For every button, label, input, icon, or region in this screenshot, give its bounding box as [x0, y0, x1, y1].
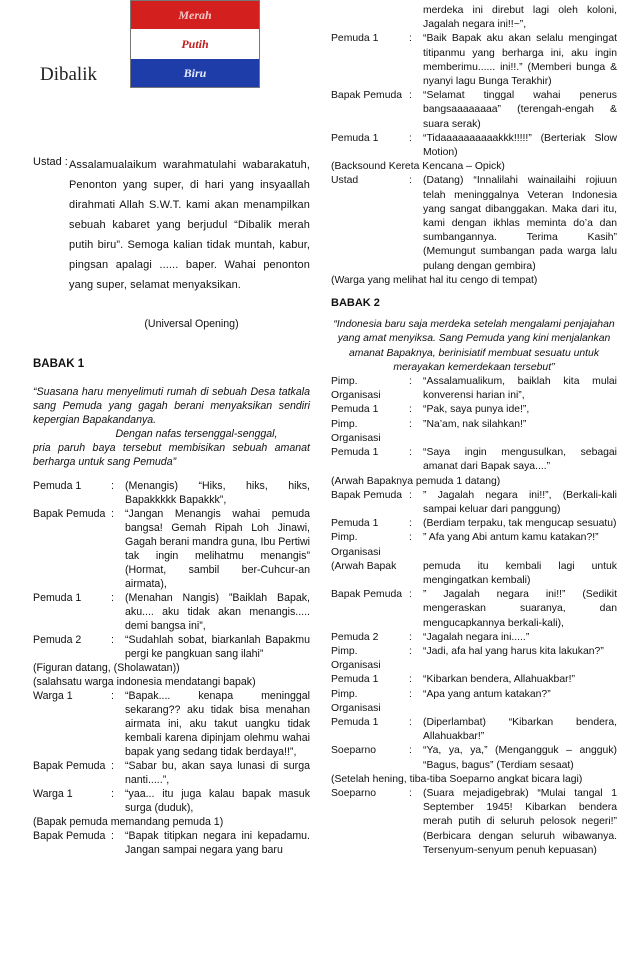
line-text: “Saya ingin mengusulkan, sebagai amanat dari Bapak saya....”	[423, 447, 617, 473]
ustad-text: Assalamualaikum warahmatulahi wabarakatuh, Penonton yang super, di hari yang insyaallah dirahmati Allah S.W.T. kami akan menampilkan sebuah kabaret yang berjudul “Dibalik merah putih biru”. Semoga kalian tidak muntah, kabur, pingsan apalagi ...... baper. Wahai penonton yang super, selamat menyaksikan.	[69, 159, 310, 291]
line-text: ”Na’am, nak silahkan!”	[423, 418, 527, 430]
dialog-line	[331, 588, 617, 631]
narration: “Indonesia baru saja merdeka setelah mengalami penjajahan yang amat menyiksa. Sang Pemuda yang kini menjalankan amanat Bapaknya, berinisiatif membuat sesuatu untuk merayakan kemerdekaan tersebut”	[333, 319, 615, 373]
speaker: Bapak Pemuda	[331, 90, 403, 102]
separator: :	[409, 376, 412, 388]
flag-band-white: Putih	[131, 29, 259, 59]
line-text: (Datang) “Innalilahi wainailaihi rojiuun telah meninggalnya Veteran Indonesia yang sangat dibanggakan. Maka dari itu, kami dengan ikhlas meminta do’a dan sumbangannya. Terima Kasih” (Memungut sumbangan pada warga lalu pulang dengan gembira)	[423, 175, 617, 272]
speaker: Pimp. Organisasi	[331, 418, 381, 444]
separator: :	[409, 447, 412, 459]
speaker: Soeparno	[331, 787, 377, 799]
dialog-line	[331, 631, 617, 645]
speaker: Pimp. Organisasi	[331, 532, 381, 558]
line-text: “Assalamualikum, baiklah kita mulai konverensi harian ini”,	[423, 376, 617, 402]
line-text: (Suara mejadigebrak) “Mulai tangal 1 September 1945! Kibarkan bendera merah putih di seluruh pelosok negeri!” (Berbicara dengan seluruh wibawanya. Tersenyum-senyum penuh kepuasan)	[423, 787, 617, 856]
speaker: Warga 1	[33, 690, 73, 702]
left-column	[33, 155, 310, 857]
line-text: “Ya, ya, ya,” (Mengangguk – angguk) “Bagus, bagus” (Terdiam sesaat)	[423, 745, 617, 771]
stage-direction: (Setelah hening, tiba-tiba Soeparno angkat bicara lagi)	[331, 773, 583, 785]
line-text: ” Afa yang Abi antum kamu katakan?!”	[423, 532, 599, 544]
dialog-line	[331, 489, 617, 517]
dialog-line	[33, 591, 310, 633]
universal-opening: (Universal Opening)	[144, 318, 239, 330]
dialog-line	[33, 479, 310, 507]
dialog-block-1	[33, 479, 310, 661]
stage-direction: (salahsatu warga indonesia mendatangi bapak)	[33, 676, 256, 688]
line-text: “Selamat tinggal wahai penerus bangsaaaaaaaa” (terengah-engah & suara serak)	[423, 90, 617, 130]
separator	[409, 560, 423, 588]
speaker: Pemuda 1	[331, 33, 379, 45]
line-text: ” Jagalah negara ini!!”, (Berkali-kali sampai keluar dari panggung)	[423, 489, 617, 515]
line-text: (Menangis) “Hiks, hiks, hiks, Bapakkkkk Bapakkk”,	[125, 480, 310, 506]
dialog-line	[331, 517, 617, 531]
speaker: (Arwah Bapak	[331, 560, 397, 572]
narration-line-3: pria paruh baya tersebut membisikan sebuah amanat berharga untuk sang Pemuda”	[33, 442, 310, 468]
dialog-line	[331, 89, 617, 132]
speaker: Pemuda 1	[33, 480, 82, 492]
flag-band-red: Merah	[131, 1, 259, 29]
dialog-line	[331, 375, 617, 403]
separator: :	[409, 404, 412, 416]
speaker: Ustad	[331, 175, 359, 187]
dialog-line	[331, 645, 617, 673]
dialog-line	[331, 787, 617, 858]
speaker: Bapak Pemuda	[33, 830, 106, 842]
separator: :	[409, 175, 412, 187]
babak-2-heading: BABAK 2	[331, 297, 380, 310]
dialog-line	[331, 132, 617, 160]
line-text: (Menahan Nangis) ”Baiklah Bapak, aku.... aku tidak akan menangis..... demi bangsa ini”,	[125, 592, 310, 632]
separator: :	[111, 634, 114, 646]
babak-1-heading: BABAK 1	[33, 358, 85, 370]
dialog-line	[33, 689, 310, 759]
line-text: “Sabar bu, akan saya lunasi di surga nanti.....”,	[125, 760, 310, 786]
stage-direction: (Bapak pemuda memandang pemuda 1)	[33, 816, 224, 828]
dialog-line	[331, 531, 617, 559]
flag-logo	[130, 0, 260, 88]
speaker: Pemuda 2	[331, 631, 379, 643]
dialog-line	[33, 829, 310, 857]
separator: :	[409, 33, 412, 45]
dialog-line	[331, 403, 617, 417]
line-text: “Pak, saya punya ide!”,	[423, 404, 530, 416]
line-text: (Berdiam terpaku, tak mengucap sesuatu)	[423, 518, 617, 530]
separator: :	[409, 90, 412, 102]
separator: :	[409, 132, 412, 144]
dialog-line	[331, 688, 617, 716]
separator: :	[111, 508, 114, 520]
speaker: Pemuda 2	[33, 634, 82, 646]
line-text: “Sudahlah sobat, biarkanlah Bapakmu pergi ke pangkuan sang ilahi”	[125, 634, 310, 660]
speaker: Pemuda 1	[33, 592, 82, 604]
dialog-line	[33, 507, 310, 591]
narration-line-1: “Suasana haru menyelimuti rumah di sebuah Desa tatkala sang Pemuda yang gagah berani menyaksikan sendiri kepergian Bapakandanya.	[33, 386, 310, 426]
separator: :	[409, 674, 412, 686]
dialog-line	[331, 744, 617, 772]
ustad-opening	[33, 155, 310, 295]
separator: :	[409, 645, 412, 657]
dialog-line	[331, 446, 617, 474]
separator: :	[111, 788, 114, 800]
right-column	[331, 4, 617, 858]
dialog-line	[33, 759, 310, 787]
line-text: “Baik Bapak aku akan selalu mengingat titipanmu yang berharga ini, aku ingin memberimu...... ini!!.” (Memberi bunga & nyanyi lagu Bunga Terakhir)	[423, 33, 617, 88]
separator: :	[111, 760, 114, 772]
stage-direction: (Figuran datang, (Sholawatan))	[33, 662, 180, 674]
line-text: (Diperlambat) “Kibarkan bendera, Allahuakbar!”	[423, 716, 617, 743]
speaker: Soeparno	[331, 745, 377, 757]
speaker: Pimp. Organisasi	[331, 376, 381, 402]
speaker: Pimp. Organisasi	[331, 688, 381, 714]
separator: :	[409, 631, 412, 643]
separator: :	[409, 688, 412, 700]
separator: :	[409, 745, 412, 757]
line-text: “Jagalah negara ini.....”	[423, 631, 530, 643]
line-text: “Jadi, afa hal yang harus kita lakukan?”	[423, 645, 604, 657]
line-text: “Bapak titipkan negara ini kepadamu. Jangan sampai negara yang baru	[125, 830, 310, 856]
dialog-line	[33, 633, 310, 661]
separator: :	[111, 830, 114, 842]
speaker: Warga 1	[33, 788, 73, 800]
dialog-line	[331, 418, 617, 446]
ustad-speaker: Ustad :	[33, 156, 68, 168]
line-text: “yaa... itu juga kalau bapak masuk surga (duduk),	[125, 788, 310, 814]
separator: :	[409, 418, 412, 430]
line-text: pemuda itu kembali lagi untuk mengingatkan kembali)	[423, 560, 617, 586]
separator: :	[409, 589, 412, 601]
line-text: “Tidaaaaaaaaaakkk!!!!!” (Berteriak Slow Motion)	[423, 132, 617, 159]
separator: :	[409, 489, 412, 501]
line-text: “Jangan Menangis wahai pemuda bangsa! Gemah Ripah Loh Jinawi, Gagah berani mandra guna, Ibu Pertiwi tak ingin melihatmu menangis” (Hormat, sambil ber-Cuhcur-an airmata),	[125, 508, 310, 590]
speaker: Bapak Pemuda	[33, 508, 106, 520]
separator: :	[111, 480, 114, 492]
stage-direction: (Arwah Bapaknya pemuda 1 datang)	[331, 475, 501, 487]
flag-band-blue: Biru	[131, 59, 259, 87]
dialog-block-2	[33, 689, 310, 815]
speaker: Pemuda 1	[331, 132, 379, 144]
dialog-line	[33, 787, 310, 815]
speaker: Bapak Pemuda	[331, 489, 403, 501]
separator: :	[111, 592, 114, 604]
speaker: Pemuda 1	[331, 716, 379, 728]
separator: :	[409, 532, 412, 544]
dialog-line	[331, 174, 617, 273]
dialog-line	[331, 32, 617, 89]
separator: :	[409, 716, 412, 728]
doc-title: Dibalik	[40, 64, 97, 85]
stage-direction: (Backsound Kereta Kencana – Opick)	[331, 161, 505, 173]
line-text: “Kibarkan bendera, Allahuakbar!”	[423, 674, 575, 686]
line-text: “Apa yang antum katakan?”	[423, 688, 551, 700]
separator: :	[111, 690, 114, 702]
speaker: Pemuda 1	[331, 518, 379, 530]
speaker: Pemuda 1	[331, 404, 379, 416]
line-text: ” Jagalah negara ini!!” (Sedikit mengeraskan suaranya, dan mengucapkannya berkali-kali),	[423, 589, 617, 629]
speaker: Bapak Pemuda	[331, 589, 403, 601]
dialog-line	[331, 560, 617, 588]
continued-line: merdeka ini direbut lagi oleh koloni, Jagalah negara ini!!~”,	[423, 5, 617, 31]
speaker: Pemuda 1	[331, 674, 379, 686]
speaker: Pemuda 1	[331, 447, 379, 459]
dialog-line	[331, 673, 617, 687]
separator: :	[409, 787, 412, 799]
stage-direction: (Warga yang melihat hal itu cengo di tempat)	[331, 274, 538, 286]
speaker: Bapak Pemuda	[33, 760, 106, 772]
speaker: Pimp. Organisasi	[331, 645, 381, 672]
narration	[33, 385, 310, 469]
line-text: “Bapak.... kenapa meninggal sekarang?? aku tidak bisa menahan airmata ini, aku takut uangku tidak kembali karena dipinjam olehmu wahai bapak yang sedang tidak berdaya!!”,	[125, 690, 310, 758]
separator: :	[409, 518, 412, 530]
narration-line-2: Dengan nafas tersenggal-senggal,	[115, 428, 278, 440]
dialog-line	[331, 716, 617, 744]
